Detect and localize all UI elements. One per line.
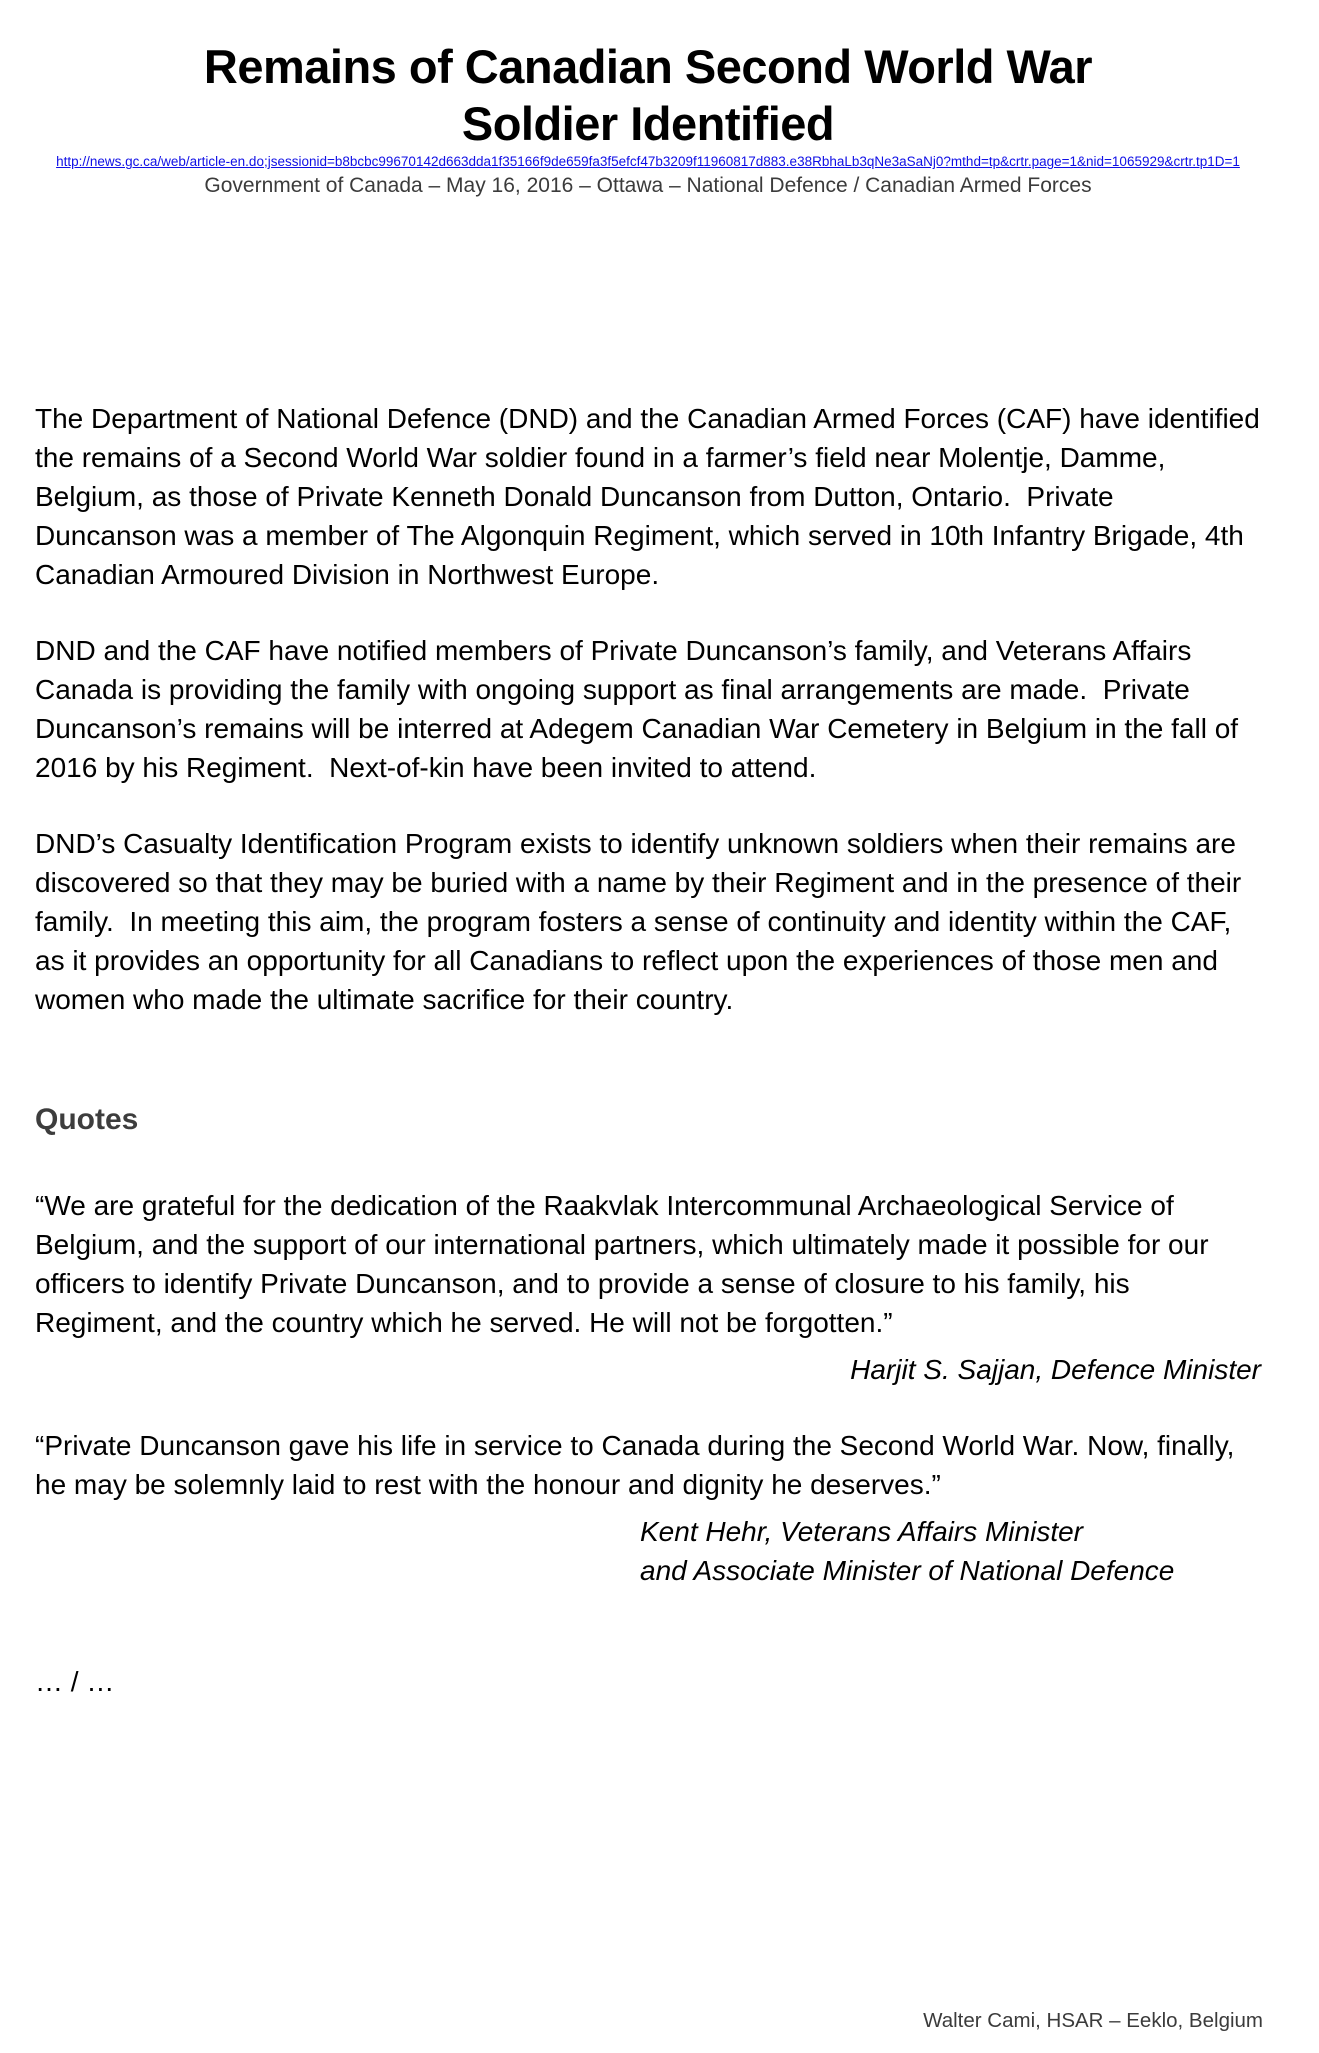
paragraph-1: The Department of National Defence (DND) and the Canadian Armed Forces (CAF) have identified the remains of a Second World War soldier found in a farmer’s field near Molentje, Damme, Belgium, as those of Private Kenneth Donald Duncanson from Dutton, Ontario. Private Duncanson was a member of The Algonquin Regiment, which served in 10th Infantry Brigade, 4th Canadian Armoured Division in Northwest Europe. xyxy=(35,403,1268,590)
quote-1-attribution: Harjit S. Sajjan, Defence Minister xyxy=(850,1354,1261,1385)
quotes-heading: Quotes xyxy=(35,1103,139,1136)
quote-2-text: “Private Duncanson gave his life in service to Canada during the Second World War. Now, finally, he may be solemnly laid to rest with the honour and dignity he deserves.” xyxy=(35,1430,1243,1500)
byline: Government of Canada – May 16, 2016 – Ottawa – National Defence / Canadian Armed Forces xyxy=(204,174,1092,197)
paragraph-2: DND and the CAF have notified members of Private Duncanson’s family, and Veterans Affairs Canada is providing the family with ongoing support as final arrangements are made. Private Duncanson’s remains will be interred at Adegem Canadian War Cemetery in Belgium in the fall of 2016 by his Regiment. Next-of-kin have been invited to attend. xyxy=(35,635,1246,783)
quote-2-attribution xyxy=(35,1512,1261,1590)
article-body xyxy=(35,399,1268,1701)
quote-2-attribution-line-2: and Associate Minister of National Defence xyxy=(640,1555,1175,1586)
page-title: Remains of Canadian Second World War Soldier Identified xyxy=(203,40,1093,150)
quote-2-attribution-line-1: Kent Hehr, Veterans Affairs Minister xyxy=(640,1516,1083,1547)
quote-1-text: “We are grateful for the dedication of the Raakvlak Intercommunal Archaeological Service of Belgium, and the support of our international partners, which ultimately made it possible for our officers to identify Private Duncanson, and to provide a sense of closure to his family, his Regiment, and the country which he served. He will not be forgotten.” xyxy=(35,1190,1217,1338)
paragraph-3: DND’s Casualty Identification Program exists to identify unknown soldiers when their remains are discovered so that they may be buried with a name by their Regiment and in the presence of their family. In meeting this aim, the program fosters a sense of continuity and identity within the CAF, as it provides an opportunity for all Canadians to reflect upon the experiences of those men and women who made the ultimate sacrifice for their country. xyxy=(35,828,1250,1015)
source-url-link[interactable]: http://news.gc.ca/web/article-en.do;jsessionid=b8bcbc99670142d663dda1f35166f9de659fa3f5efcf47b3209f11960817d883.e38RbhaLb3qNe3aSaNj0?mthd=tp&crtr.page=1&nid=1065929&crtr.tp1D=1 xyxy=(56,154,1240,169)
continuation-mark: … / … xyxy=(35,1666,115,1697)
document-header xyxy=(35,38,1261,199)
author-credit: Walter Cami, HSAR – Eeklo, Belgium xyxy=(923,2009,1263,2032)
source-link-line xyxy=(35,154,1261,170)
